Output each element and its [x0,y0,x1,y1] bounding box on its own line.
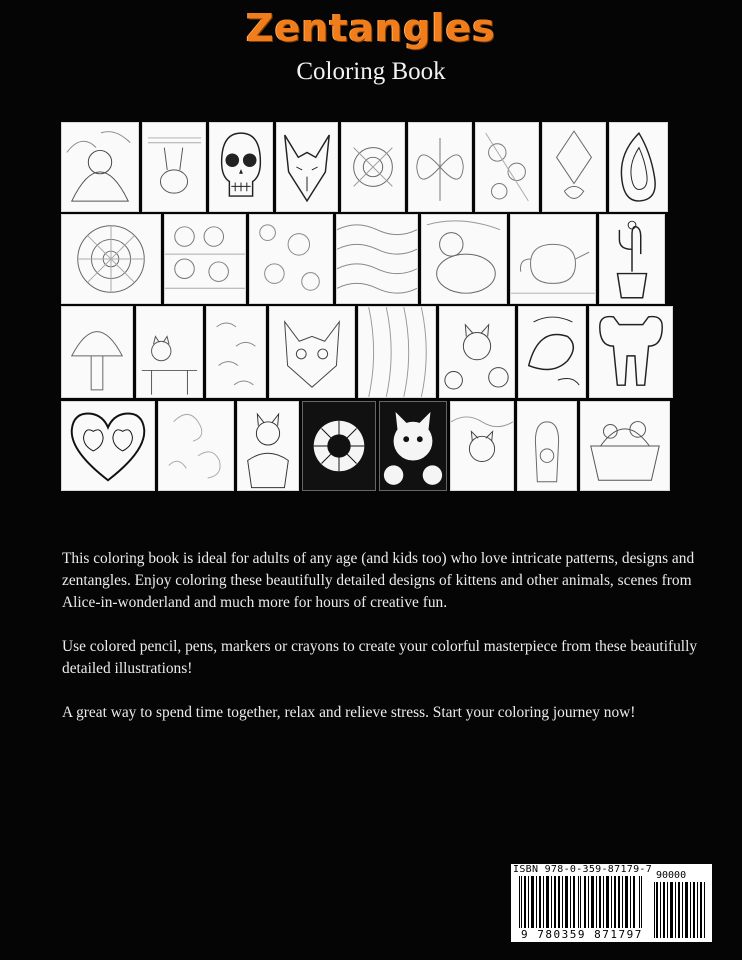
mushroom-fairy-illustration [61,122,139,212]
isbn-barcode [511,864,712,942]
ean-bars [517,876,645,936]
flowers-pattern-illustration [249,214,333,304]
description-paragraph-3: A great way to spend time together, relax and relieve stress. Start your coloring journey now! [62,704,636,721]
isbn-label: ISBN 978-0-359-87179-7 [513,864,653,875]
mandala-ornament-illustration [341,122,405,212]
wolf-head-illustration [276,122,338,212]
cactus-pot-illustration [599,214,665,304]
woodgrain-pattern-illustration [358,306,436,398]
heart-illustration [61,401,155,491]
cover-subtitle: Coloring Book [296,58,446,85]
birds-pattern-illustration [206,306,266,398]
cover-title: Zentangles [246,6,496,50]
bunny-garden-illustration [142,122,206,212]
butterfly-ornament-illustration [408,122,472,212]
waves-pattern-illustration [336,214,418,304]
sun-mandala-illustration [61,214,161,304]
description-paragraph-2: Use colored pencil, pens, markers or crayons to create your colorful masterpiece from these beautifully detailed illustrations! [62,638,698,677]
floral-ornament-illustration [475,122,539,212]
description-paragraph-1: This coloring book is ideal for adults of any age (and kids too) who love intricate patterns, designs and zentangles. Enjoy coloring these beautifully detailed designs of kittens and other animals, scenes from Alice-in-wonderland and much more for hours of creative fun. [62,550,695,611]
teapot-scene-illustration [510,214,596,304]
book-description [62,548,702,746]
gallery-row-2 [61,214,665,304]
sunflower-illustration [302,401,376,491]
gallery-row-3 [61,306,673,398]
ean-number: 9 780359 871797 [521,928,643,941]
gallery-row-1 [61,122,668,212]
kitten-flowers-illustration [439,306,515,398]
price-bars [653,882,707,938]
kitten-hat-illustration [237,401,299,491]
owls-pattern-illustration [164,214,246,304]
teacup-basket-illustration [580,401,670,491]
cat-mask-illustration [269,306,355,398]
kitten-vase-illustration [517,401,577,491]
swirls-pattern-illustration [158,401,234,491]
kitten-table-illustration [136,306,203,398]
elephant-illustration [589,306,673,398]
ornate-mandala-illustration [542,122,606,212]
gallery-row-4 [61,401,670,491]
price-code: 90000 [656,870,687,881]
bird-zentangle-illustration [518,306,586,398]
paisley-illustration [609,122,668,212]
sugar-skull-illustration [209,122,273,212]
kitten-garden-illustration [450,401,514,491]
mushroom-tree-illustration [61,306,133,398]
alice-scene-illustration [421,214,507,304]
kitten-citrus-illustration [379,401,447,491]
